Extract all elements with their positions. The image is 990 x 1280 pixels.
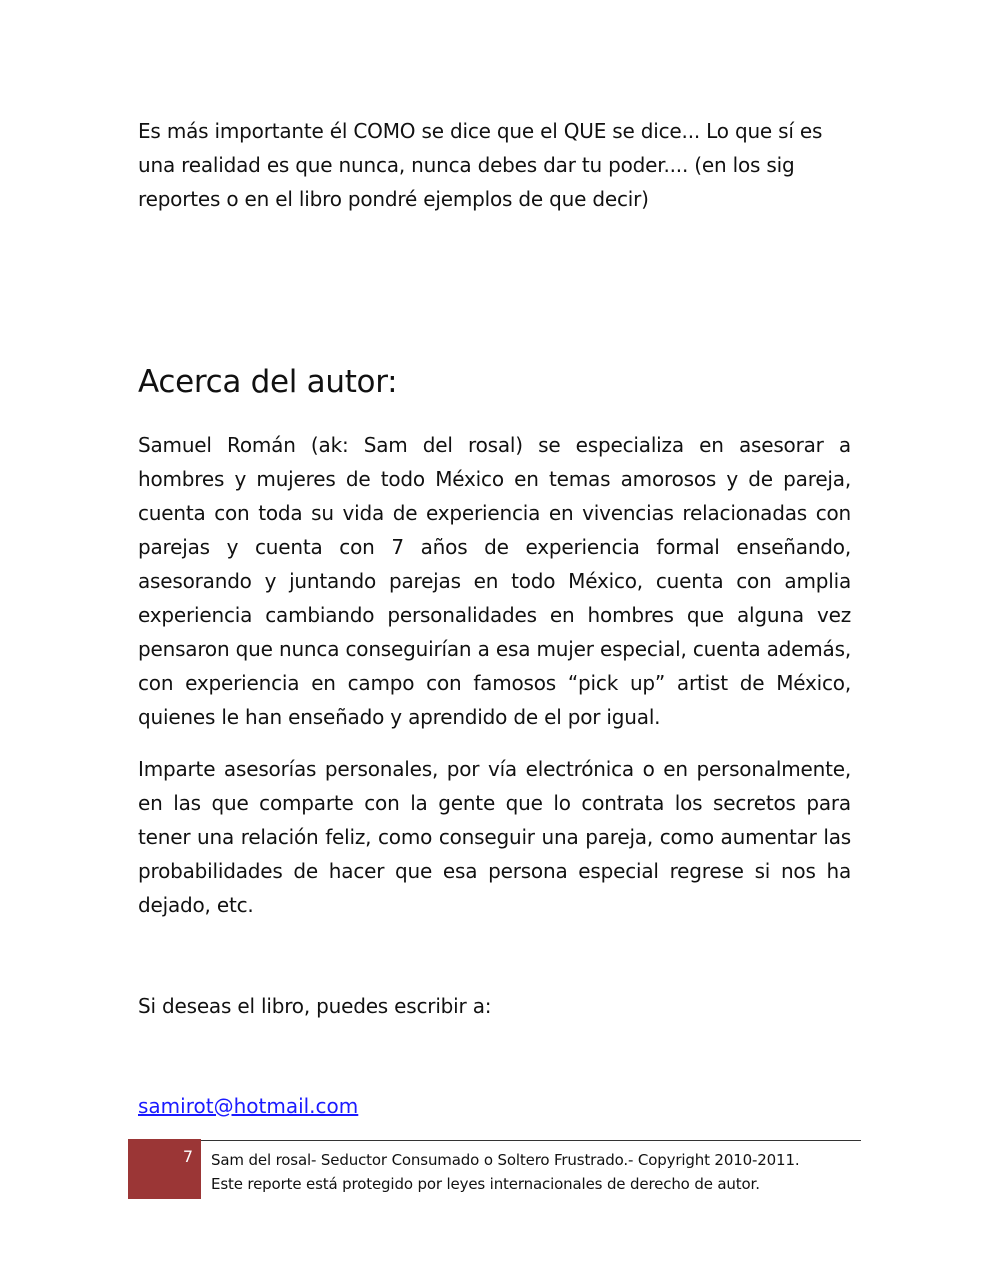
footer-line-2: Este reporte está protegido por leyes internacionales de derecho de autor.	[211, 1175, 760, 1193]
footer-copyright	[211, 1148, 851, 1196]
page-number: 7	[182, 1147, 193, 1166]
contact-prompt: Si deseas el libro, puedes escribir a:	[138, 994, 492, 1018]
footer-line-1: Sam del rosal- Seductor Consumado o Soltero Frustrado.- Copyright 2010-2011.	[211, 1151, 800, 1169]
bio-paragraph-1: Samuel Román (ak: Sam del rosal) se especializa en asesorar a hombres y mujeres de todo México en temas amorosos y de pareja, cuenta con toda su vida de experiencia en vivencias relacionadas con parejas y cuenta con 7 años de experiencia formal enseñando, asesorando y juntando parejas en todo México, cuenta con amplia experiencia cambiando personalidades en hombres que alguna vez pensaron que nunca conseguirían a esa mujer especial, cuenta además, con experiencia en campo con famosos “pick up” artist de México, quienes le han enseñado y aprendido de el por igual.	[138, 433, 851, 729]
bio-paragraph-2: Imparte asesorías personales, por vía electrónica o en personalmente, en las que comparte con la gente que lo contrata los secretos para tener una relación feliz, como conseguir una pareja, como aumentar las probabilidades de hacer que esa persona especial regrese si nos ha dejado, etc.	[138, 757, 851, 917]
section-heading: Acerca del autor:	[138, 364, 398, 400]
footer-divider	[201, 1140, 861, 1141]
email-link[interactable]: samirot@hotmail.com	[138, 1094, 359, 1118]
page-number-badge	[128, 1139, 201, 1199]
intro-paragraph: Es más importante él COMO se dice que el QUE se dice... Lo que sí es una realidad es que nunca, nunca debes dar tu poder.... (en los sig reportes o en el libro pondré ejemplos de que decir)	[138, 119, 823, 211]
